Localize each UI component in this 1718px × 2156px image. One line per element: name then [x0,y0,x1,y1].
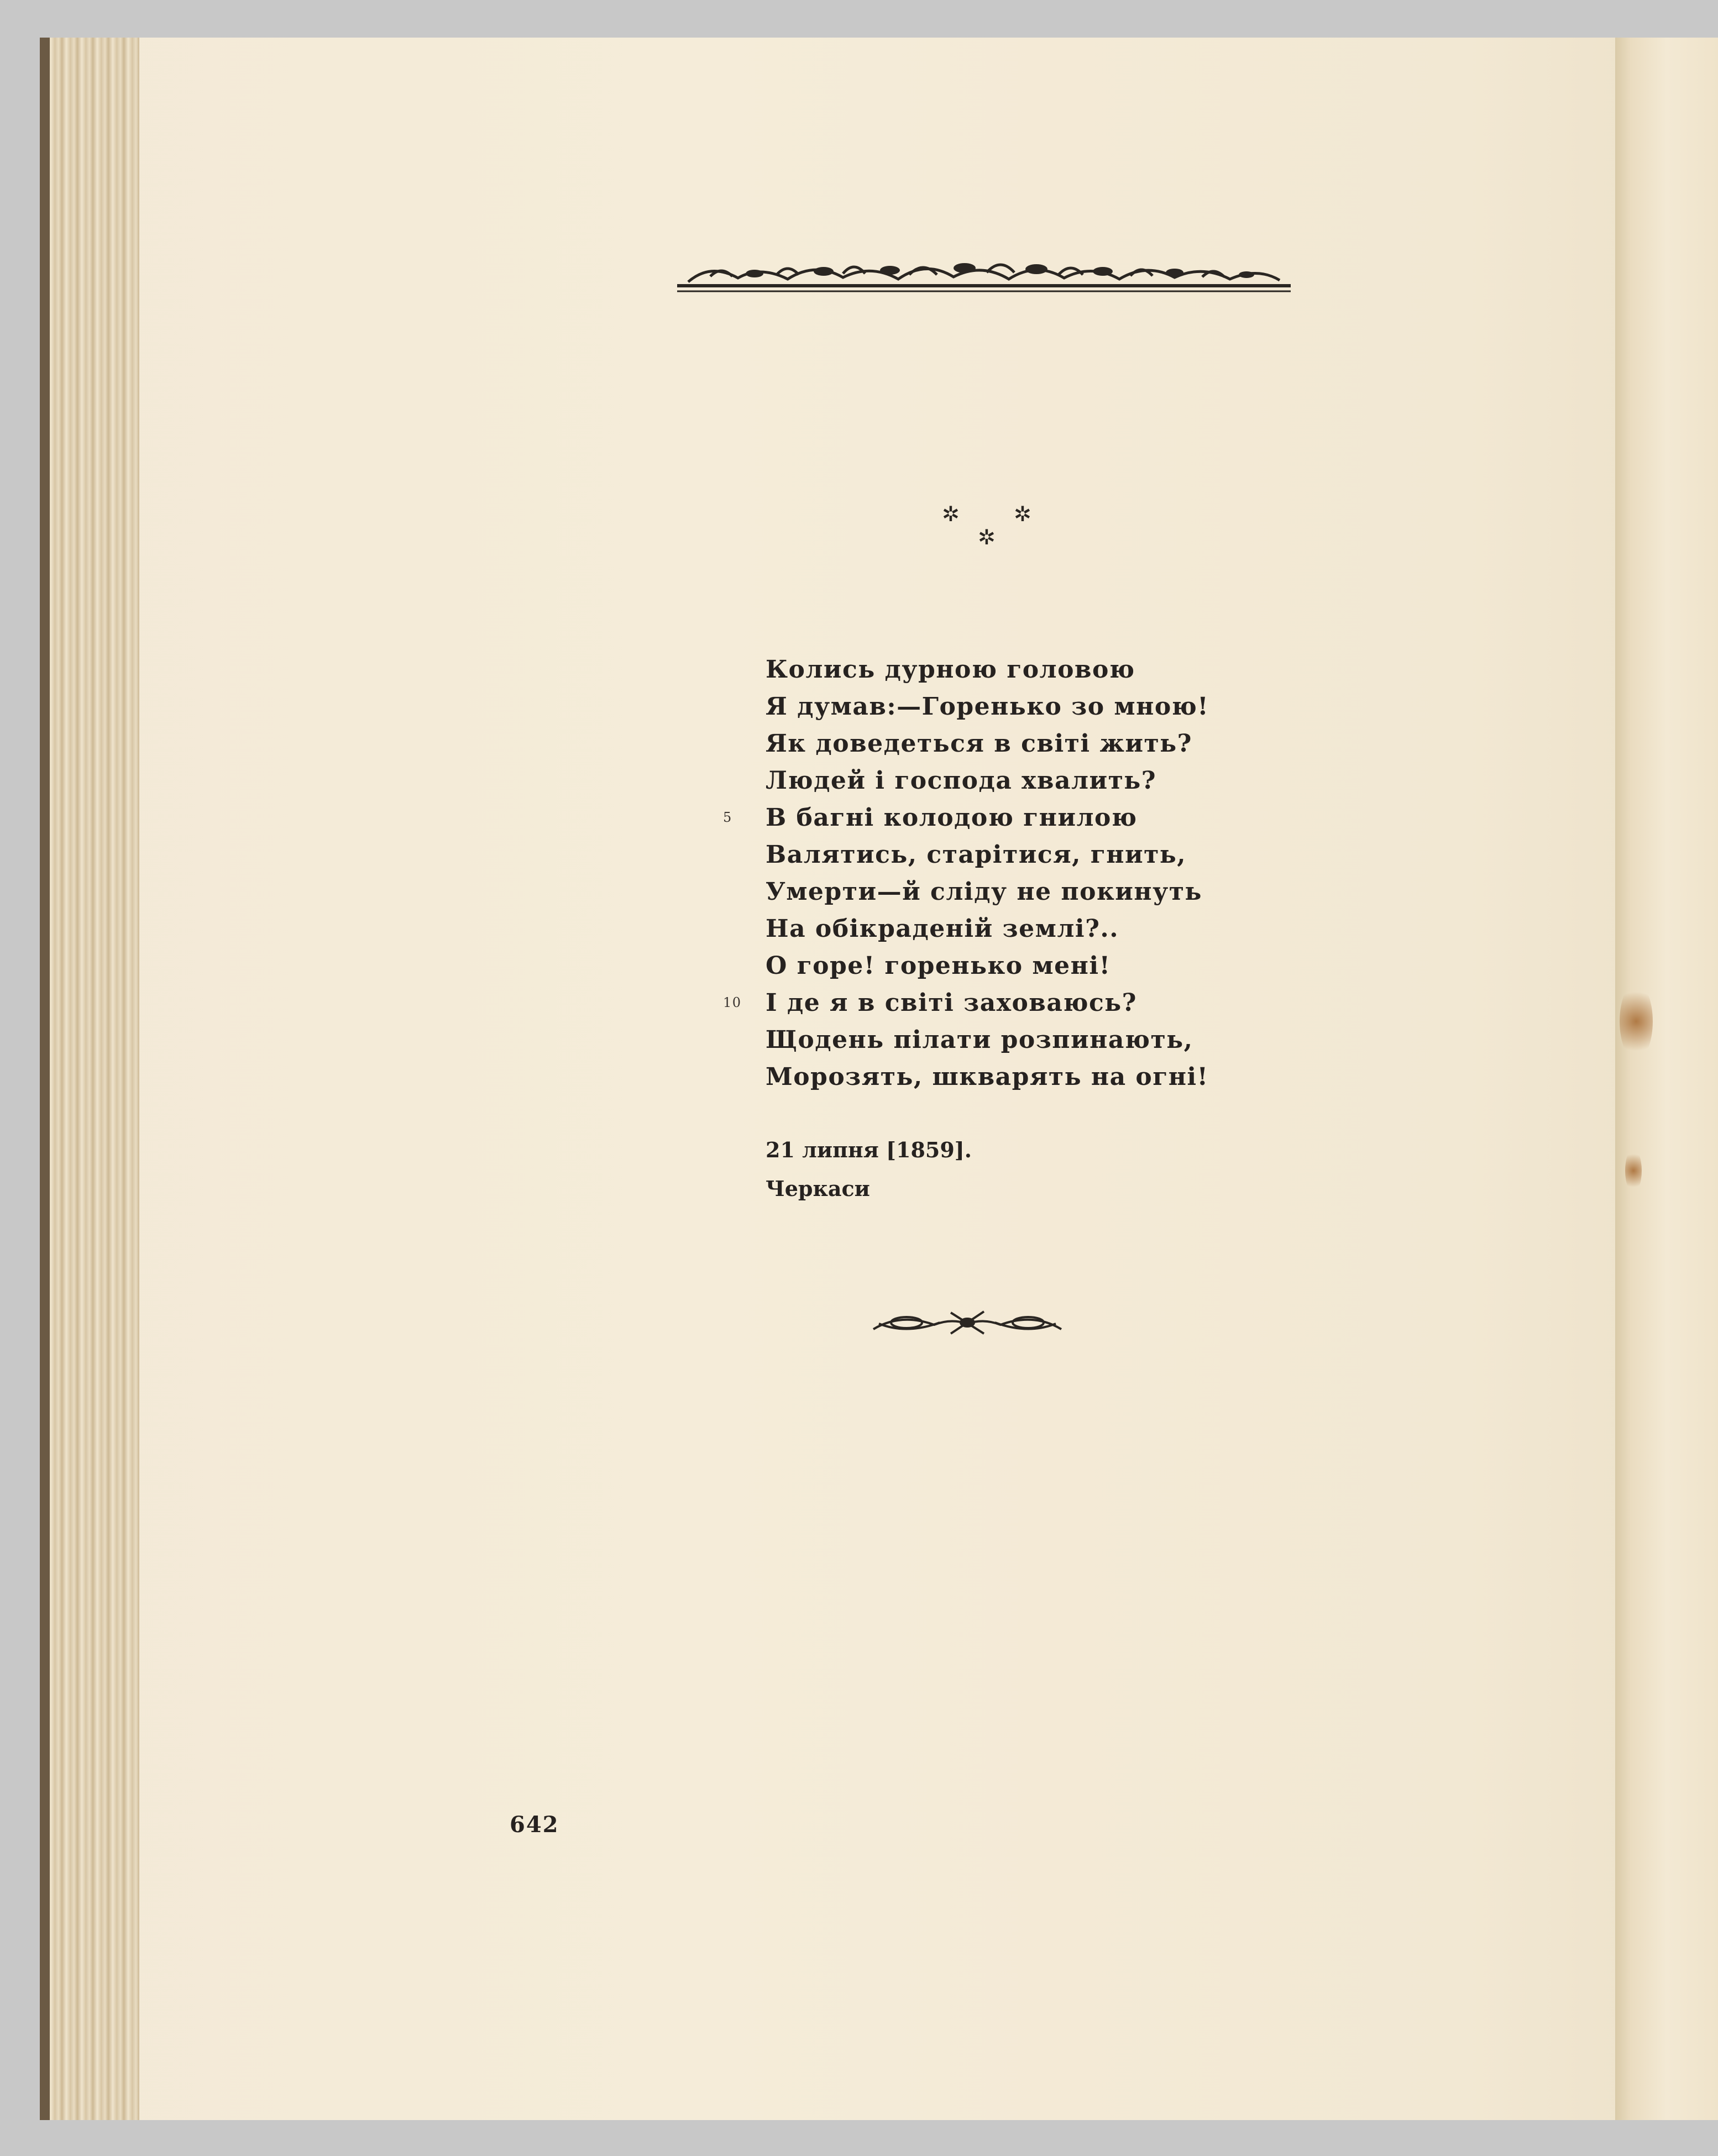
poem-line-text: Умерти—й сліду не покинуть [766,878,1202,906]
poem-line [766,688,1263,725]
poem-line [723,984,1263,1021]
poem-line [766,947,1263,984]
poem-line-text: Колись дурною головою [766,655,1135,684]
line-number: 10 [723,995,742,1010]
poem-line-text: Як доведеться в світі жить? [766,730,1192,758]
poem-line-text: О горе! горенько мені! [766,952,1111,980]
facing-page-edge [1615,38,1718,2120]
svg-text:✲: ✲ [942,502,960,526]
spine-shadow [40,38,50,2120]
poem-line [766,1021,1263,1058]
svg-text:✲: ✲ [1014,502,1031,526]
poem-line-text: На обікраденій землі?.. [766,915,1119,943]
poem-line-text: Валятись, старітися, гнить, [766,841,1187,869]
poem-line-text: І де я в світі заховаюсь? [766,989,1137,1017]
book-spine-edge [40,38,139,2120]
page-number: 642 [510,1812,559,1838]
stain-mark [1620,983,1653,1060]
decorative-tailpiece-ornament [868,1302,1067,1341]
poem-line [766,873,1263,910]
poem-date: 21 липня [1859]. [766,1137,972,1162]
poem-line-text: Людей і господа хвалить? [766,767,1157,795]
poem-line [766,651,1263,688]
poem-line [766,836,1263,873]
poem-line [766,910,1263,947]
poem-line-text: В багні колодою гнилою [766,804,1138,832]
poem-line-text: Щодень пілати розпинають, [766,1026,1193,1054]
poem-line [766,725,1263,762]
poem-line-text: Морозять, шкварять на огні! [766,1063,1209,1091]
poem-line [766,1058,1263,1095]
svg-text:✲: ✲ [978,525,996,549]
decorative-header-ornament [677,251,1291,296]
poem-place: Черкаси [766,1176,870,1201]
poem-body [723,651,1263,1095]
line-number: 5 [723,810,732,825]
poem-line-text: Я думав:—Горенько зо мною! [766,693,1209,721]
poem-line [766,762,1263,799]
stain-mark [1625,1148,1642,1193]
poem-line [723,799,1263,836]
asterism-divider [934,500,1039,550]
